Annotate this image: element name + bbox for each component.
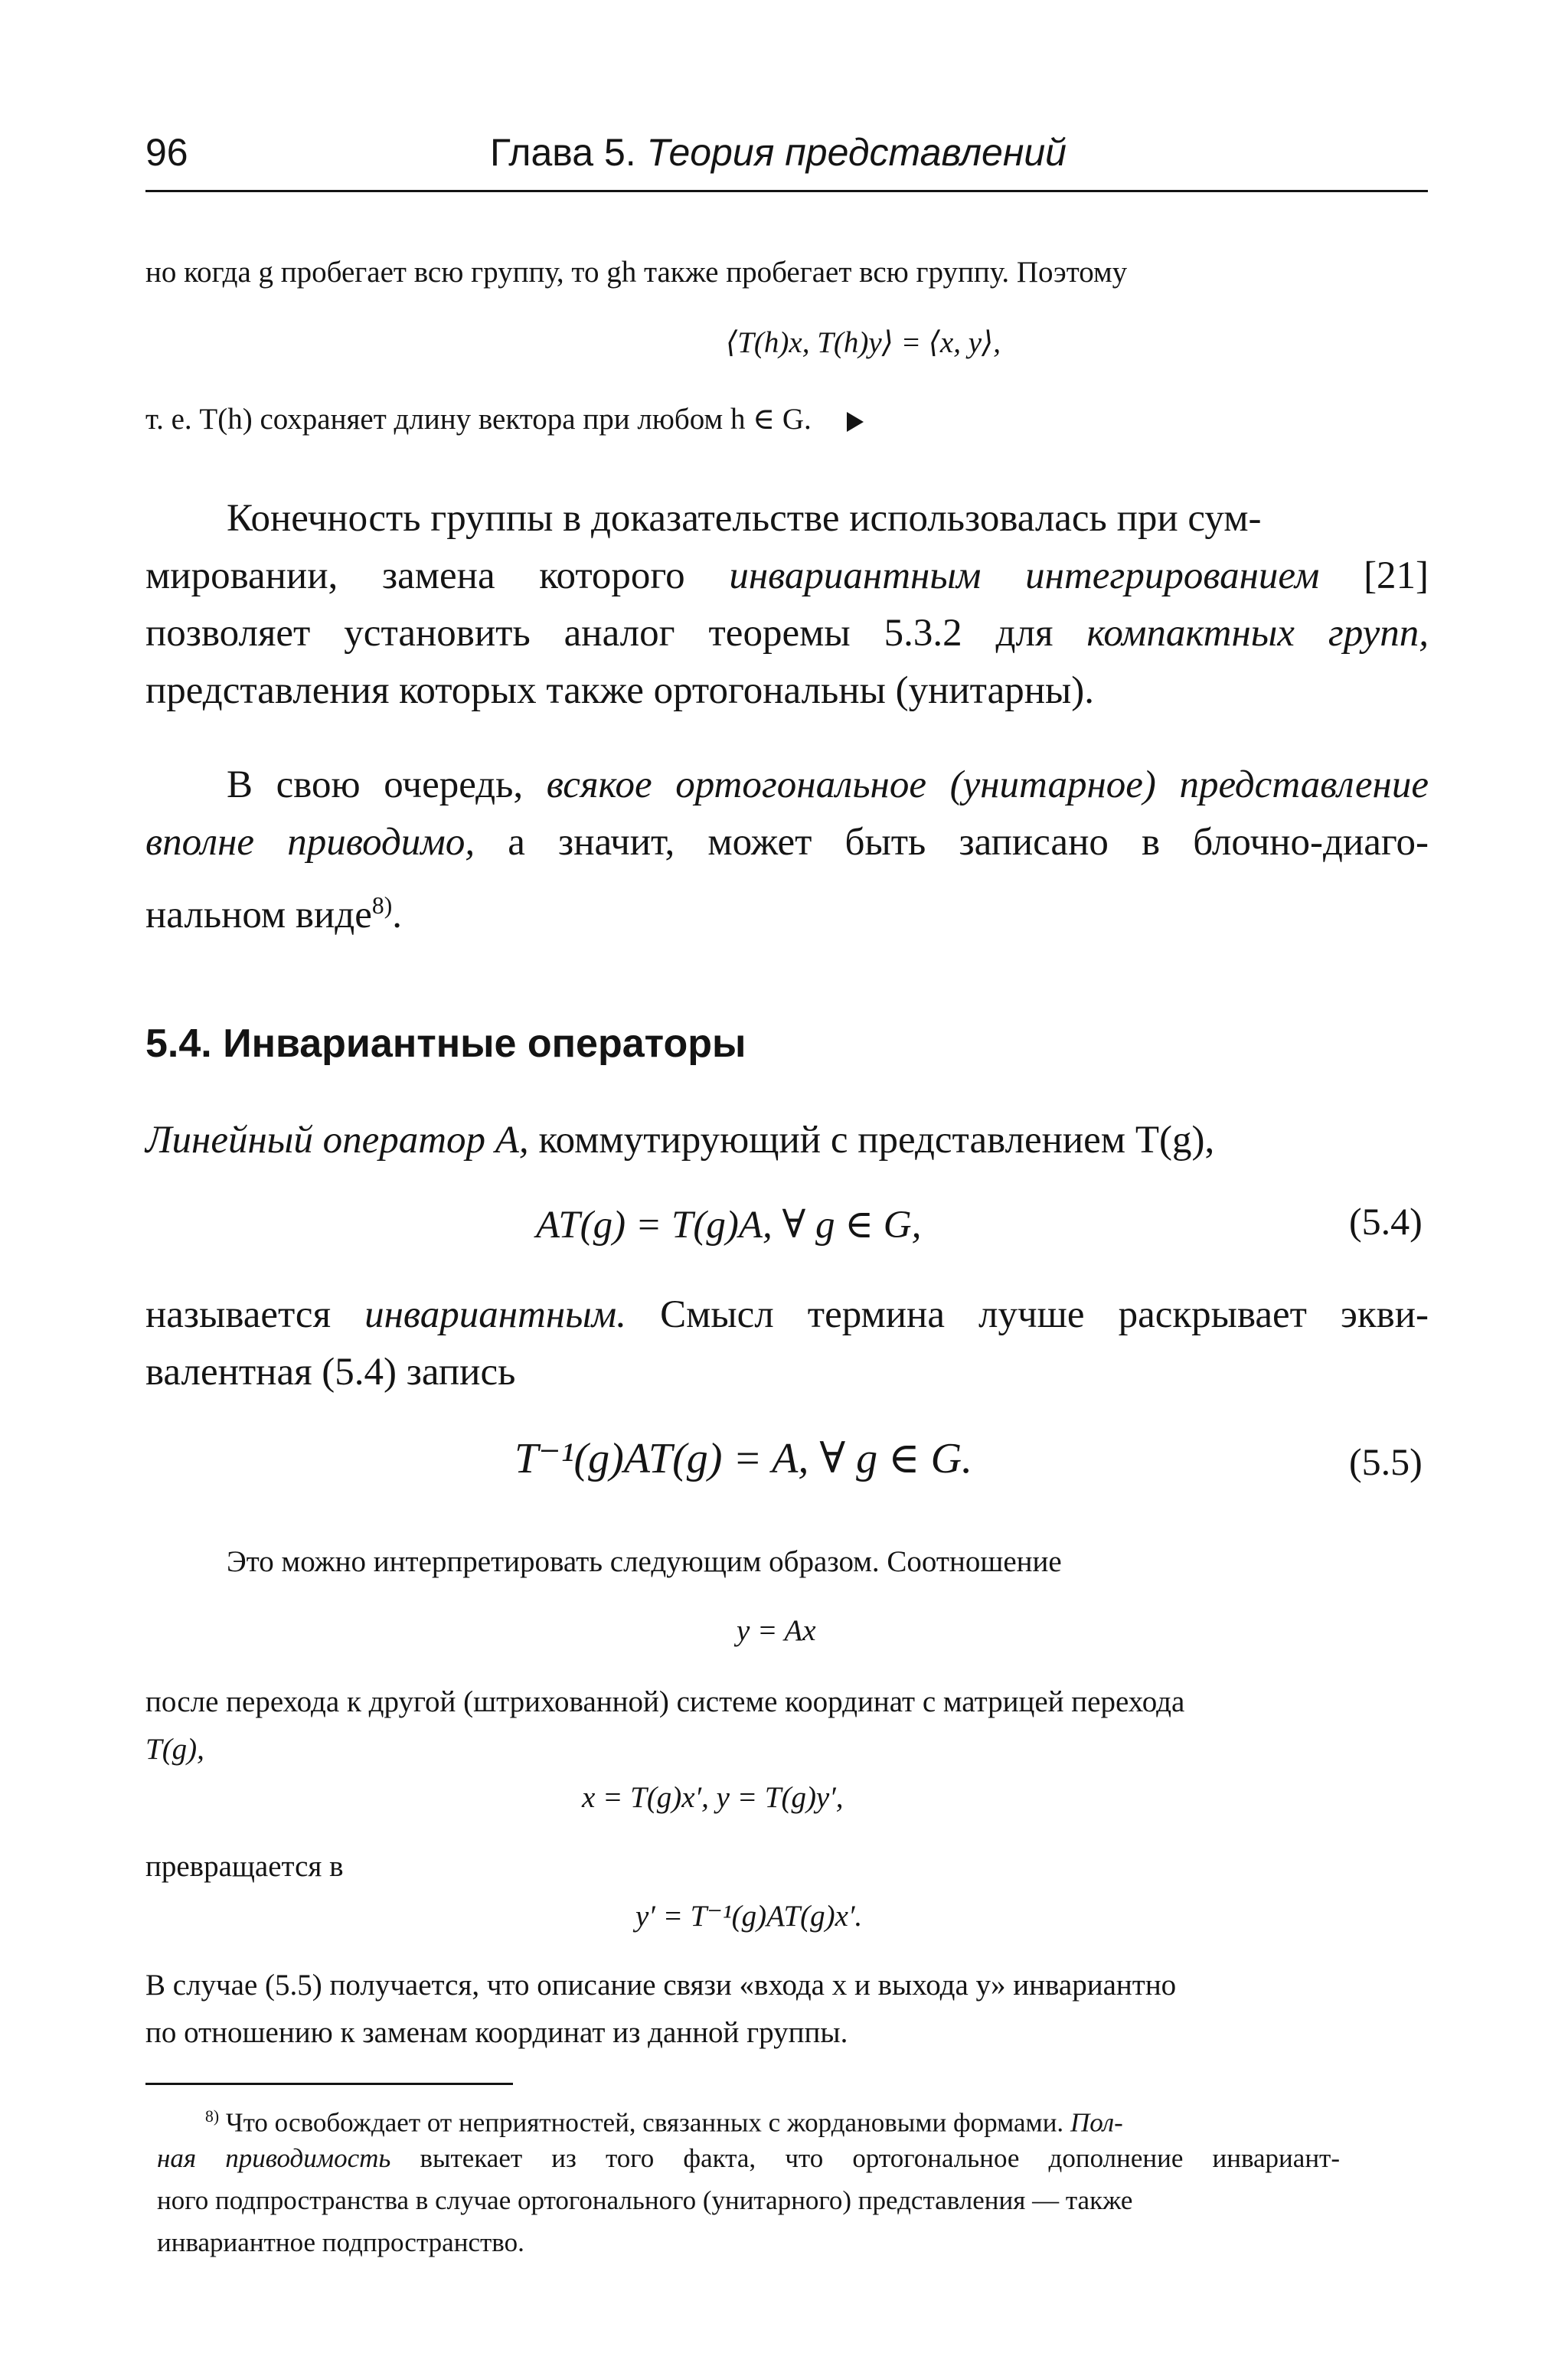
p4-line3: валентная (5.4) запись — [145, 1351, 516, 1394]
p2-line1: Конечность группы в доказательстве использовалась при сум- — [227, 497, 1262, 540]
p1-line2 — [145, 398, 864, 441]
p4-line1-b: коммутирующий с представлением T(g), — [538, 1119, 1215, 1162]
p1-line1: но когда g пробегает всю группу, то gh также пробегает всю группу. Поэтому — [145, 256, 1128, 289]
footnote-line1-emph: Пол- — [1070, 2107, 1123, 2138]
footnote-ref[interactable]: 8) — [371, 892, 393, 919]
p4-line2-c: Смысл термина лучше раскрывает экви- — [660, 1293, 1429, 1336]
page-number: 96 — [145, 131, 188, 174]
footnote-line3: ного подпространства в случае ортогонального (унитарного) представления — также — [157, 2185, 1133, 2215]
p2-line3 — [145, 605, 1429, 662]
p5-equation2: x = T(g)x′, y = T(g)y′, — [582, 1781, 844, 1814]
p5-line1: Это можно интерпретировать следующим образом. Соотношение — [227, 1545, 1062, 1578]
p4-line2-emph: инвариантным. — [364, 1293, 626, 1336]
footnote-line2-b: вытекает из того факта, что ортогональное дополнение инвариант- — [420, 2143, 1340, 2173]
p2-line2 — [145, 547, 1429, 605]
header-rule — [145, 190, 1428, 192]
p5-line2: после перехода к другой (штрихованной) системе координат с матрицей перехода — [145, 1685, 1185, 1718]
p4-line1 — [145, 1112, 1214, 1169]
running-header — [490, 130, 1067, 175]
section-heading — [145, 1021, 746, 1067]
p2-line2-a: мировании, замена которого — [145, 554, 685, 597]
p2-line3-a: позволяет установить аналог теоремы 5.3.2 для — [145, 612, 1054, 655]
p3-line1-a: В свою очередь, — [227, 763, 524, 806]
p4-line2-a: называется — [145, 1293, 332, 1336]
footnote-rule — [145, 2083, 513, 2085]
p5-line4: превращается в — [145, 1850, 344, 1883]
p5-line3: T(g), — [145, 1733, 204, 1766]
p5-equation3: y′ = T⁻¹(g)AT(g)x′. — [635, 1900, 863, 1933]
p5-equation1: y = Ax — [737, 1614, 816, 1647]
p3-line1-emph: всякое ортогональное (унитарное) представление — [546, 763, 1429, 806]
p3-line2 — [145, 814, 1429, 871]
footnote-line4: инвариантное подпространство. — [157, 2227, 524, 2257]
equation-5-4-number: (5.4) — [1349, 1200, 1423, 1243]
p1-line2-text: т. е. T(h) сохраняет длину вектора при любом h ∈ G. — [145, 403, 812, 436]
p3-line3-text: нальном виде — [145, 894, 372, 936]
equation-5-5: T⁻¹(g)AT(g) = A, ∀ g ∈ G. — [514, 1435, 973, 1482]
section-number: 5.4. — [145, 1021, 212, 1066]
p1-equation: ⟨T(h)x, T(h)y⟩ = ⟨x, y⟩, — [726, 326, 1001, 359]
p3-line2-emph: вполне приводимо, — [145, 821, 475, 864]
chapter-title: Теория представлений — [646, 131, 1067, 174]
p2-line4: представления которых также ортогональны (унитарны). — [145, 669, 1094, 712]
footnote-line1 — [205, 2098, 1123, 2142]
p4-line1-emph: Линейный оператор A, — [145, 1119, 529, 1162]
chapter-label: Глава 5. — [490, 131, 636, 174]
section-title: Инвариантные операторы — [223, 1021, 746, 1066]
footnote-line2-emph: ная приводимость — [157, 2143, 391, 2173]
footnote-line1-a: Что освобождает от неприятностей, связанных с жордановыми формами. — [225, 2107, 1064, 2138]
p2-line3-emph: компактных групп, — [1086, 612, 1429, 655]
citation: [21] — [1364, 554, 1429, 597]
equation-5-4: AT(g) = T(g)A, ∀ g ∈ G, — [536, 1204, 922, 1247]
p5-line5: В случае (5.5) получается, что описание связи «входа x и выхода y» инвариантно — [145, 1969, 1177, 2002]
footnote-line2 — [157, 2140, 1340, 2177]
footnote-mark: 8) — [205, 2107, 220, 2126]
end-of-proof-icon — [847, 412, 864, 432]
p3-line1 — [227, 757, 1429, 814]
p3-line2-b: а значит, может быть записано в блочно-диаго- — [508, 821, 1429, 864]
p4-line2 — [145, 1286, 1429, 1344]
p5-line6: по отношению к заменам координат из данной группы. — [145, 2016, 848, 2049]
p3-line3: нальном виде$^{8)}$. — [145, 892, 402, 936]
p2-line2-emph: инвариантным интегрированием — [729, 554, 1320, 597]
equation-5-5-number: (5.5) — [1349, 1440, 1423, 1483]
